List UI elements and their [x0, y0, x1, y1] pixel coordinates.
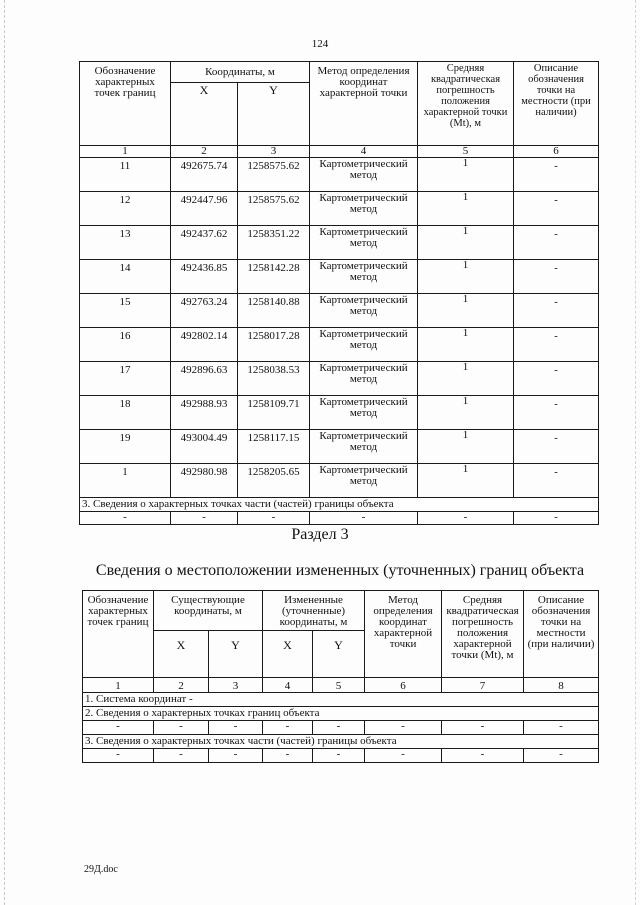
- header-y: Y: [238, 83, 310, 146]
- header-x: X: [263, 631, 313, 678]
- error-cell: 1: [418, 464, 514, 498]
- error-cell: 1: [418, 328, 514, 362]
- header-description: Описание обозначения точки на местности (при наличии): [524, 591, 599, 678]
- y-cell: 1258109.71: [238, 396, 310, 430]
- header-x: X: [154, 631, 209, 678]
- dash-cell: -: [209, 749, 263, 763]
- x-cell: 492437.62: [171, 226, 238, 260]
- y-cell: 1258117.15: [238, 430, 310, 464]
- scan-edge-right: [635, 0, 636, 905]
- y-cell: 1258140.88: [238, 294, 310, 328]
- dash-cell: -: [313, 749, 365, 763]
- col-number: 8: [524, 678, 599, 693]
- col-number: 4: [263, 678, 313, 693]
- header-description: Описание обозначения точки на местности (при наличии): [514, 62, 599, 146]
- header-designation: Обозначение характерных точек границ: [83, 591, 154, 678]
- col-number: 3: [209, 678, 263, 693]
- table-row: [83, 749, 599, 763]
- error-cell: 1: [418, 362, 514, 396]
- point-cell: 12: [80, 192, 171, 226]
- x-cell: 492675.74: [171, 158, 238, 192]
- col-number: 2: [171, 146, 238, 158]
- point-cell: 13: [80, 226, 171, 260]
- section-heading: 3. Сведения о характерных точках части (частей) границы объекта: [80, 498, 599, 512]
- table-row: [80, 260, 599, 294]
- col-number: 1: [80, 146, 171, 158]
- dash-cell: -: [263, 749, 313, 763]
- method-cell: Картометрический метод: [310, 294, 418, 328]
- col-number: 6: [514, 146, 599, 158]
- y-cell: 1258351.22: [238, 226, 310, 260]
- table-row: [80, 430, 599, 464]
- method-cell: Картометрический метод: [310, 396, 418, 430]
- method-cell: Картометрический метод: [310, 260, 418, 294]
- error-cell: 1: [418, 260, 514, 294]
- dash-cell: -: [238, 512, 310, 525]
- dash-cell: -: [263, 721, 313, 735]
- x-cell: 492896.63: [171, 362, 238, 396]
- error-cell: 1: [418, 396, 514, 430]
- points-table: [79, 61, 599, 525]
- dash-cell: -: [418, 512, 514, 525]
- table-row: [83, 721, 599, 735]
- y-cell: 1258205.65: [238, 464, 310, 498]
- point-cell: 14: [80, 260, 171, 294]
- dash-cell: -: [524, 721, 599, 735]
- footer-filename: 29Д.doc: [84, 864, 118, 875]
- col-number: 6: [365, 678, 442, 693]
- error-cell: 1: [418, 430, 514, 464]
- table-row: [80, 464, 599, 498]
- col-number: 1: [83, 678, 154, 693]
- method-cell: Картометрический метод: [310, 464, 418, 498]
- dash-cell: -: [524, 749, 599, 763]
- table-row: [80, 158, 599, 192]
- x-cell: 492436.85: [171, 260, 238, 294]
- col-number: 4: [310, 146, 418, 158]
- section-heading: 1. Система координат -: [83, 693, 599, 707]
- x-cell: 492980.98: [171, 464, 238, 498]
- error-cell: 1: [418, 158, 514, 192]
- dash-cell: -: [154, 749, 209, 763]
- header-y: Y: [313, 631, 365, 678]
- method-cell: Картометрический метод: [310, 362, 418, 396]
- dash-cell: -: [310, 512, 418, 525]
- dash-cell: -: [83, 721, 154, 735]
- y-cell: 1258038.53: [238, 362, 310, 396]
- dash-cell: -: [209, 721, 263, 735]
- section-heading: 2. Сведения о характерных точках границ объекта: [83, 707, 599, 721]
- desc-cell: -: [514, 226, 599, 260]
- header-x: X: [171, 83, 238, 146]
- desc-cell: -: [514, 396, 599, 430]
- dash-cell: -: [365, 721, 442, 735]
- header-error: Средняя квадратическая погрешность положения характерной точки (Mt), м: [418, 62, 514, 146]
- table-row: [80, 226, 599, 260]
- header-existing-coordinates: Существующие координаты, м: [154, 591, 263, 631]
- x-cell: 492802.14: [171, 328, 238, 362]
- method-cell: Картометрический метод: [310, 328, 418, 362]
- changed-boundaries-table: [82, 590, 599, 763]
- header-coordinates: Координаты, м: [171, 62, 310, 83]
- desc-cell: -: [514, 192, 599, 226]
- y-cell: 1258142.28: [238, 260, 310, 294]
- method-cell: Картометрический метод: [310, 430, 418, 464]
- header-designation: Обозначение характерных точек границ: [80, 62, 171, 146]
- error-cell: 1: [418, 192, 514, 226]
- y-cell: 1258575.62: [238, 192, 310, 226]
- header-method: Метод определения координат характерной точки: [310, 62, 418, 146]
- section-title: Раздел 3: [291, 526, 349, 543]
- method-cell: Картометрический метод: [310, 158, 418, 192]
- table-row: [80, 512, 599, 525]
- header-changed-coordinates: Измененные (уточненные) координаты, м: [263, 591, 365, 631]
- x-cell: 493004.49: [171, 430, 238, 464]
- col-number: 7: [442, 678, 524, 693]
- point-cell: 1: [80, 464, 171, 498]
- section-subtitle: Сведения о местоположении измененных (уточненных) границ объекта: [95, 562, 585, 579]
- point-cell: 16: [80, 328, 171, 362]
- method-cell: Картометрический метод: [310, 192, 418, 226]
- point-cell: 18: [80, 396, 171, 430]
- dash-cell: -: [365, 749, 442, 763]
- desc-cell: -: [514, 430, 599, 464]
- dash-cell: -: [442, 749, 524, 763]
- error-cell: 1: [418, 226, 514, 260]
- dash-cell: -: [80, 512, 171, 525]
- table-row: [80, 328, 599, 362]
- header-method: Метод определения координат характерной точки: [365, 591, 442, 678]
- x-cell: 492988.93: [171, 396, 238, 430]
- page-number: 124: [311, 38, 329, 50]
- table-row: [80, 294, 599, 328]
- col-number: 5: [418, 146, 514, 158]
- col-number: 5: [313, 678, 365, 693]
- dash-cell: -: [154, 721, 209, 735]
- col-number: 3: [238, 146, 310, 158]
- col-number: 2: [154, 678, 209, 693]
- dash-cell: -: [514, 512, 599, 525]
- error-cell: 1: [418, 294, 514, 328]
- scan-edge-left: [4, 0, 5, 905]
- point-cell: 17: [80, 362, 171, 396]
- header-y: Y: [209, 631, 263, 678]
- dash-cell: -: [313, 721, 365, 735]
- table-row: [80, 362, 599, 396]
- dash-cell: -: [442, 721, 524, 735]
- y-cell: 1258017.28: [238, 328, 310, 362]
- method-cell: Картометрический метод: [310, 226, 418, 260]
- y-cell: 1258575.62: [238, 158, 310, 192]
- point-cell: 19: [80, 430, 171, 464]
- header-error: Средняя квадратическая погрешность положения характерной точки (Mt), м: [442, 591, 524, 678]
- table-row: [80, 192, 599, 226]
- point-cell: 11: [80, 158, 171, 192]
- desc-cell: -: [514, 260, 599, 294]
- dash-cell: -: [171, 512, 238, 525]
- x-cell: 492447.96: [171, 192, 238, 226]
- desc-cell: -: [514, 362, 599, 396]
- section-heading: 3. Сведения о характерных точках части (частей) границы объекта: [83, 735, 599, 749]
- desc-cell: -: [514, 158, 599, 192]
- desc-cell: -: [514, 328, 599, 362]
- dash-cell: -: [83, 749, 154, 763]
- x-cell: 492763.24: [171, 294, 238, 328]
- desc-cell: -: [514, 294, 599, 328]
- point-cell: 15: [80, 294, 171, 328]
- table-row: [80, 396, 599, 430]
- desc-cell: -: [514, 464, 599, 498]
